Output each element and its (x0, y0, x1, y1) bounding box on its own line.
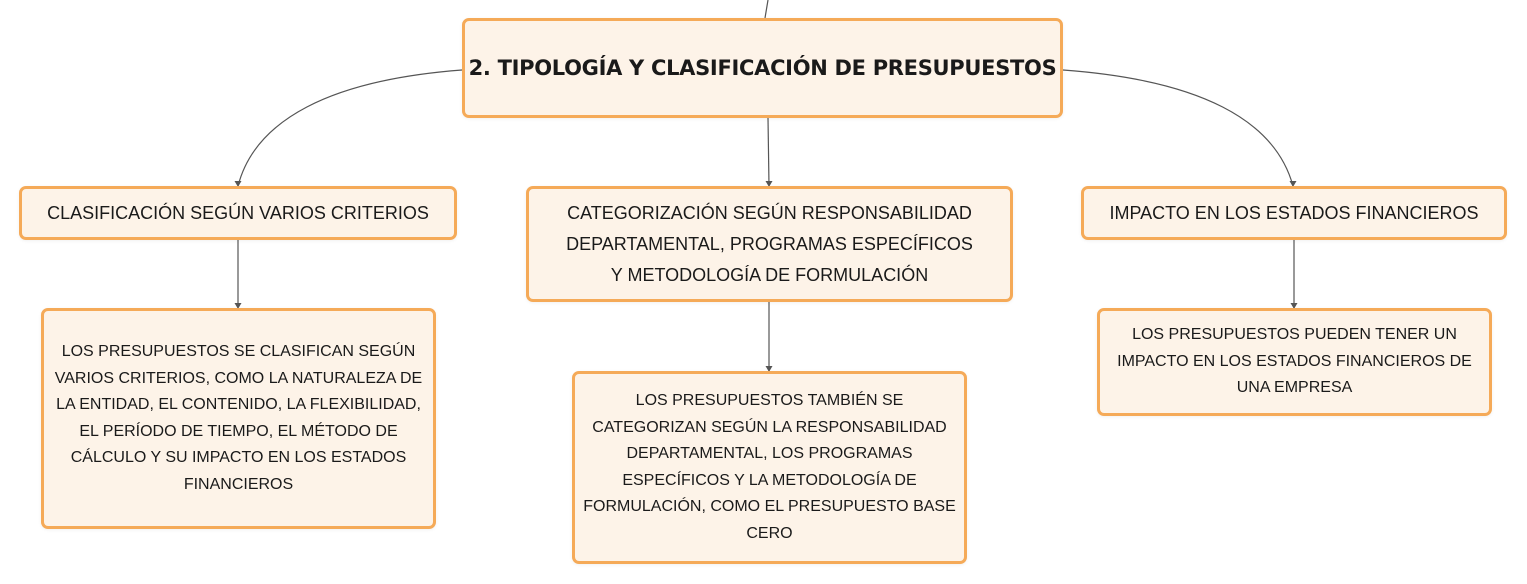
detail-categorization[interactable] (572, 371, 967, 564)
detail-3-label: LOS PRESUPUESTOS PUEDEN TENER UN IMPACTO EN LOS ESTADOS FINANCIEROS DE UNA EMPRESA (1117, 326, 1472, 397)
detail-financial-impact[interactable] (1097, 308, 1492, 416)
detail-2-label: LOS PRESUPUESTOS TAMBIÉN SE CATEGORIZAN SEGÚN LA RESPONSABILIDAD DEPARTAMENTAL, LOS PROGRAMAS ESPECÍFICOS Y LA METODOLOGÍA DE FORMULACIÓN, COMO EL PRESUPUESTO BASE CERO (583, 392, 956, 542)
root-topic-label: 2. TIPOLOGÍA Y CLASIFICACIÓN DE PRESUPUESTOS (468, 56, 1057, 80)
connector-root-to-branch-2 (768, 118, 769, 186)
detail-classification-criteria[interactable] (41, 308, 436, 529)
branch-categorization[interactable] (526, 186, 1013, 302)
branch-financial-impact[interactable] (1081, 186, 1507, 240)
branch-3-label: IMPACTO EN LOS ESTADOS FINANCIEROS (1109, 202, 1479, 223)
connector-root-to-branch-1 (238, 70, 462, 186)
connector-incoming-root (765, 0, 768, 18)
detail-1-label: LOS PRESUPUESTOS SE CLASIFICAN SEGÚN VARIOS CRITERIOS, COMO LA NATURALEZA DE LA ENTIDAD, EL CONTENIDO, LA FLEXIBILIDAD, EL PERÍODO DE TIEMPO, EL MÉTODO DE CÁLCULO Y SU IMPACTO EN LOS ESTADOS FINANCIEROS (54, 343, 423, 493)
branch-2-label: CATEGORIZACIÓN SEGÚN RESPONSABILIDAD DEPARTAMENTAL, PROGRAMAS ESPECÍFICOS Y METODOLOGÍA DE FORMULACIÓN (566, 202, 973, 285)
root-topic[interactable] (462, 18, 1063, 118)
branch-classification-criteria[interactable] (19, 186, 457, 240)
branch-1-label: CLASIFICACIÓN SEGÚN VARIOS CRITERIOS (47, 202, 429, 223)
connector-root-to-branch-3 (1063, 70, 1293, 186)
